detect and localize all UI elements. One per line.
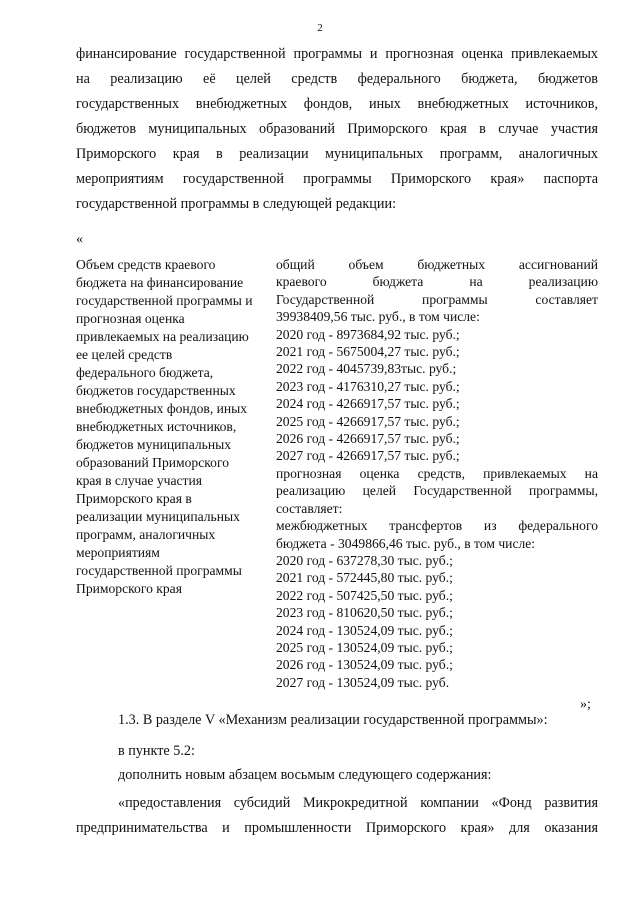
left-cell-line: Объем средств краевого <box>76 257 216 272</box>
add-paragraph-instruction: дополнить новым абзацем восьмым следующего содержания: <box>118 767 492 783</box>
budget-year-line: 2026 год - 4266917,57 тыс. руб.; <box>276 431 460 447</box>
transfer-year-line: 2021 год - 572445,80 тыс. руб.; <box>276 570 453 586</box>
table-right-column <box>276 256 598 691</box>
intro-line: мероприятиям государственной программы Приморского края» паспорта <box>76 171 598 187</box>
budget-year-line: 2024 год - 4266917,57 тыс. руб.; <box>276 396 460 412</box>
transfer-year-line: 2024 год - 130524,09 тыс. руб.; <box>276 622 453 638</box>
transfer-year-line: 2025 год - 130524,09 тыс. руб.; <box>276 639 453 655</box>
right-cell-line: межбюджетных трансфертов из федерального <box>276 518 598 534</box>
transfer-year-line: 2026 год - 130524,09 тыс. руб.; <box>276 657 453 673</box>
intro-line: бюджетов муниципальных образований Приморского края в случае участия <box>76 121 598 137</box>
budget-year-line: 2025 год - 4266917,57 тыс. руб.; <box>276 413 460 429</box>
right-cell-line: Государственной программы составляет <box>276 291 598 307</box>
budget-year-line: 2020 год - 8973684,92 тыс. руб.; <box>276 326 460 342</box>
intro-line: на реализацию её целей средств федерального бюджета, бюджетов <box>76 71 598 87</box>
left-cell-line: мероприятиям <box>76 545 160 560</box>
left-cell-line: образований Приморского <box>76 455 229 470</box>
right-cell-line: бюджета - 3049866,46 тыс. руб., в том числе: <box>276 535 536 551</box>
subitem-5-2: в пункте 5.2: <box>118 743 195 759</box>
transfer-year-line: 2020 год - 637278,30 тыс. руб.; <box>276 552 453 568</box>
left-cell-line: внебюджетных фондов, иных <box>76 401 248 416</box>
right-cell-line: составляет: <box>276 500 343 516</box>
left-cell-line: прогнозная оценка <box>76 311 185 326</box>
intro-line: Приморского края в реализации муниципальных программ, аналогичных <box>76 146 598 162</box>
intro-line: государственных внебюджетных фондов, иных внебюджетных источников, <box>76 96 598 112</box>
left-cell-line: Приморского края <box>76 581 182 596</box>
left-cell-line: ее целей средств <box>76 347 173 362</box>
final-paragraph <box>76 791 598 841</box>
right-cell-line: общий объем бюджетных ассигнований <box>276 257 598 272</box>
left-cell-line: федерального бюджета, <box>76 365 214 380</box>
budget-year-line: 2022 год - 4045739,83тыс. руб.; <box>276 361 457 377</box>
opening-quote: « <box>76 232 83 247</box>
page-number: 2 <box>317 22 323 34</box>
transfer-year-line: 2023 год - 810620,50 тыс. руб.; <box>276 605 453 621</box>
left-cell-line: государственной программы и <box>76 293 253 308</box>
right-cell-line: прогнозная оценка средств, привлекаемых на <box>276 465 598 481</box>
final-line: предпринимательства и промышленности Приморского края» для оказания <box>76 820 598 836</box>
transfer-year-line: 2022 год - 507425,50 тыс. руб.; <box>276 587 453 603</box>
budget-year-line: 2027 год - 4266917,57 тыс. руб.; <box>276 448 460 464</box>
table-left-column <box>76 256 276 598</box>
left-cell-line: реализации муниципальных <box>76 509 240 524</box>
left-cell-line: Приморского края в <box>76 491 192 506</box>
left-cell-line: края в случае участия <box>76 473 202 488</box>
left-cell-line: бюджета на финансирование <box>76 275 244 290</box>
left-cell-line: бюджетов муниципальных <box>76 437 232 452</box>
intro-paragraph <box>76 42 598 217</box>
left-cell-line: государственной программы <box>76 563 242 578</box>
right-cell-line: краевого бюджета на реализацию <box>276 274 598 290</box>
intro-line: государственной программы в следующей редакции: <box>76 196 397 212</box>
final-line: «предоставления субсидий Микрокредитной компании «Фонд развития <box>118 795 598 811</box>
budget-year-line: 2021 год - 5675004,27 тыс. руб.; <box>276 344 460 360</box>
left-cell-line: бюджетов государственных <box>76 383 236 398</box>
left-cell-line: привлекаемых на реализацию <box>76 329 249 344</box>
right-cell-line: 39938409,56 тыс. руб., в том числе: <box>276 309 480 325</box>
closing-quote: »; <box>580 697 591 712</box>
left-cell-line: внебюджетных источников, <box>76 419 237 434</box>
budget-year-line: 2023 год - 4176310,27 тыс. руб.; <box>276 378 460 394</box>
right-cell-line: реализацию целей Государственной программы, <box>276 483 598 499</box>
section-item-1-3: 1.3. В разделе V «Механизм реализации государственной программы»: <box>118 712 548 728</box>
intro-line: финансирование государственной программы и прогнозная оценка привлекаемых <box>76 46 598 62</box>
transfer-year-line: 2027 год - 130524,09 тыс. руб. <box>276 674 450 690</box>
left-cell-line: программ, аналогичных <box>76 527 216 542</box>
